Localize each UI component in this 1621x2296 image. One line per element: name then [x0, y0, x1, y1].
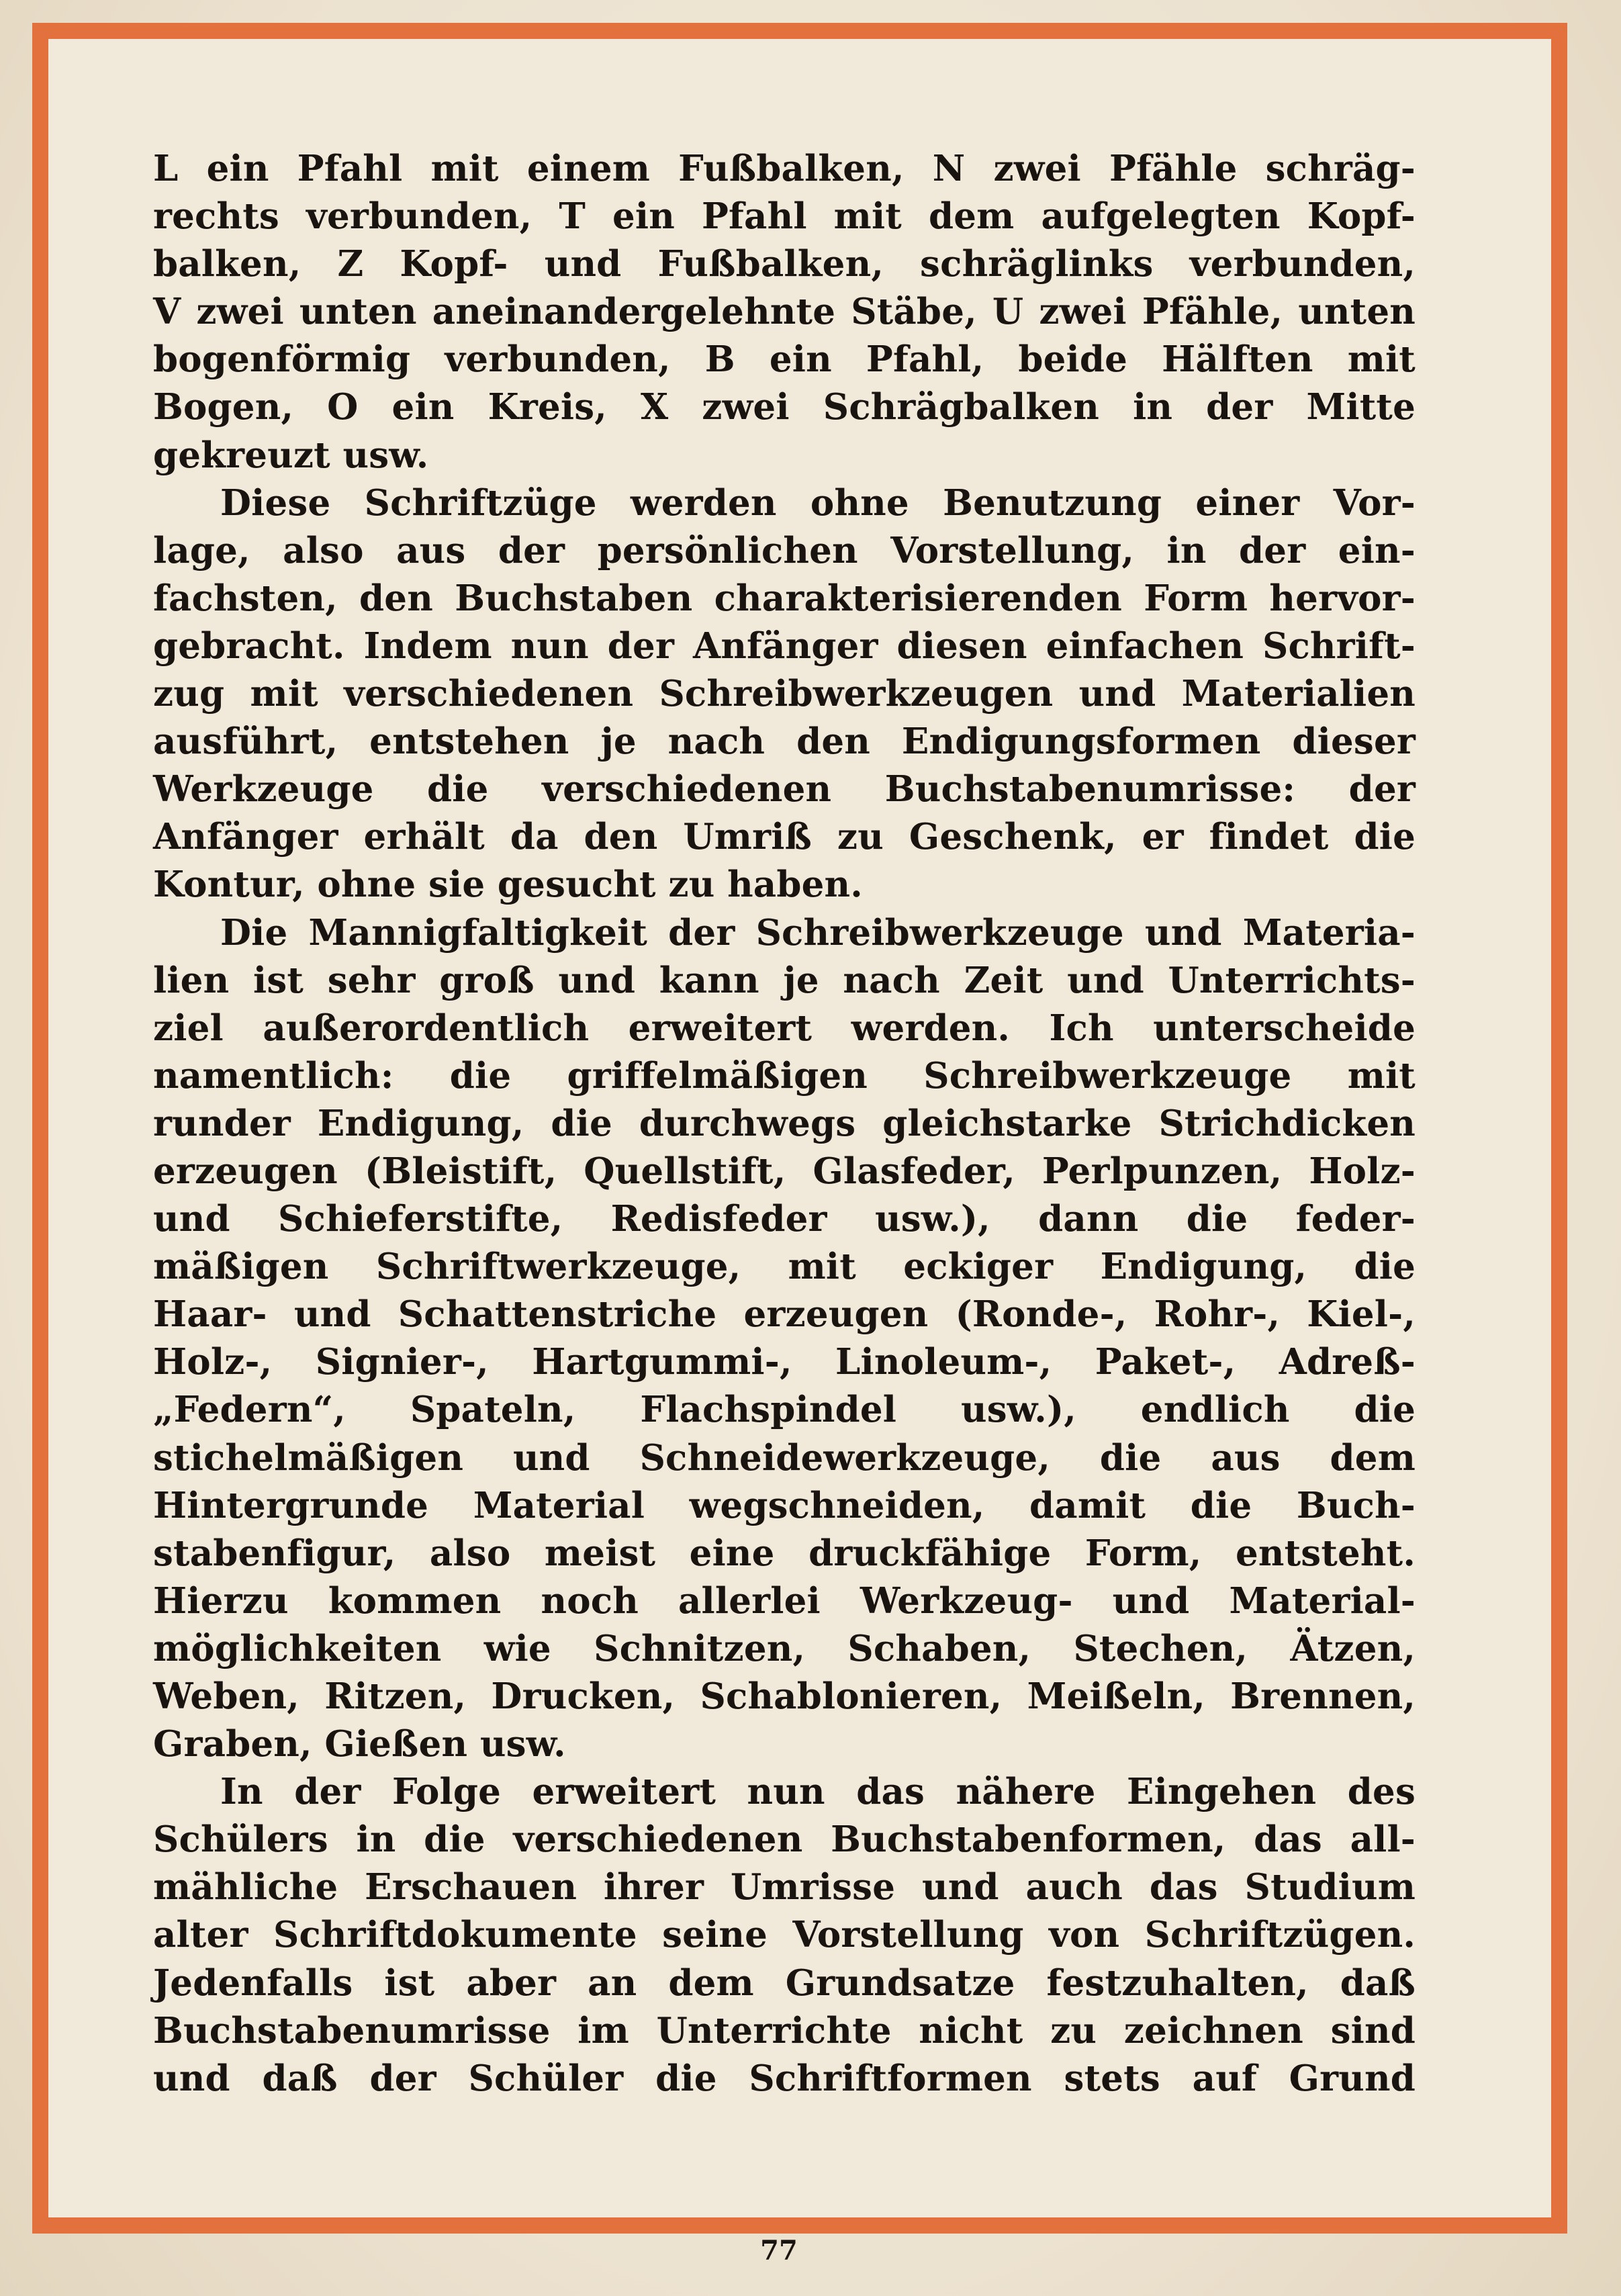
- text-line: Anfänger erhält da den Umriß zu Geschenk, er findet die: [153, 816, 1416, 858]
- paragraph-3: [153, 909, 1416, 1769]
- text-line: ziel außerordentlich erweitert werden. Ich unterscheide: [153, 1007, 1416, 1049]
- text-line: ausführt, entstehen je nach den Endigungsformen dieser: [153, 721, 1416, 763]
- text-line: Hierzu kommen noch allerlei Werkzeug- und Material-: [153, 1579, 1416, 1622]
- text-line: gebracht. Indem nun der Anfänger diesen einfachen Schrift-: [153, 625, 1416, 667]
- text-line: balken, Z Kopf- und Fußbalken, schräglinks verbunden,: [153, 243, 1416, 285]
- text-line: Holz-, Signier-, Hartgummi-, Linoleum-, Paket-, Adreß-: [153, 1341, 1416, 1383]
- text-line: Jedenfalls ist aber an dem Grundsatze festzuhalten, daß: [153, 1962, 1416, 2004]
- text-line: gekreuzt usw.: [153, 434, 429, 476]
- text-line: und daß der Schüler die Schriftformen stets auf Grund: [153, 2057, 1416, 2099]
- text-line: alter Schriftdokumente seine Vorstellung von Schriftzügen.: [153, 1914, 1416, 1956]
- text-line: lage, also aus der persönlichen Vorstellung, in der ein-: [153, 529, 1416, 571]
- text-line: fachsten, den Buchstaben charakterisierenden Form hervor-: [153, 577, 1416, 619]
- text-line: Graben, Gießen usw.: [153, 1723, 566, 1765]
- paragraph-2: [153, 479, 1416, 909]
- text-line: bogenförmig verbunden, B ein Pfahl, beide Hälften mit: [153, 338, 1416, 381]
- page-number: 77: [760, 2235, 798, 2266]
- text-line: namentlich: die griffelmäßigen Schreibwerkzeuge mit: [153, 1054, 1416, 1097]
- text-line: runder Endigung, die durchwegs gleichstarke Strichdicken: [153, 1102, 1416, 1144]
- text-line: Buchstabenumrisse im Unterrichte nicht zu zeichnen sind: [153, 2009, 1416, 2052]
- text-line: Hintergrunde Material wegschneiden, damit die Buch-: [153, 1484, 1416, 1526]
- text-line: zug mit verschiedenen Schreibwerkzeugen und Materialien: [153, 673, 1416, 715]
- text-line: stichelmäßigen und Schneidewerkzeuge, die aus dem: [153, 1436, 1416, 1479]
- text-line: In der Folge erweitert nun das nähere Eingehen des: [220, 1771, 1416, 1813]
- text-line: Haar- und Schattenstriche erzeugen (Ronde-, Rohr-, Kiel-,: [153, 1293, 1416, 1336]
- text-line: „Federn“, Spateln, Flachspindel usw.), endlich die: [153, 1389, 1416, 1431]
- text-line: Bogen, O ein Kreis, X zwei Schrägbalken in der Mitte: [153, 386, 1416, 428]
- paragraph-1: [153, 145, 1416, 479]
- text-line: rechts verbunden, T ein Pfahl mit dem aufgelegten Kopf-: [153, 195, 1416, 238]
- text-line: mähliche Erschauen ihrer Umrisse und auch das Studium: [153, 1866, 1416, 1909]
- text-line: möglichkeiten wie Schnitzen, Schaben, Stechen, Ätzen,: [153, 1627, 1416, 1669]
- text-line: und Schieferstifte, Redisfeder usw.), dann die feder-: [153, 1198, 1416, 1240]
- text-line: V zwei unten aneinandergelehnte Stäbe, U zwei Pfähle, unten: [153, 291, 1416, 333]
- text-line: Schülers in die verschiedenen Buchstabenformen, das all-: [153, 1819, 1416, 1861]
- text-line: erzeugen (Bleistift, Quellstift, Glasfeder, Perlpunzen, Holz-: [153, 1150, 1416, 1192]
- paragraph-4: [153, 1768, 1416, 2103]
- text-line: Weben, Ritzen, Drucken, Schablonieren, Meißeln, Brennen,: [153, 1675, 1416, 1717]
- text-line: Die Mannigfaltigkeit der Schreibwerkzeuge und Materia-: [220, 911, 1416, 954]
- text-line: mäßigen Schriftwerkzeuge, mit eckiger Endigung, die: [153, 1246, 1416, 1288]
- text-line: Werkzeuge die verschiedenen Buchstabenumrisse: der: [153, 768, 1416, 811]
- text-line: L ein Pfahl mit einem Fußbalken, N zwei Pfähle schräg-: [153, 148, 1416, 189]
- text-line: lien ist sehr groß und kann je nach Zeit und Unterrichts-: [153, 959, 1416, 1001]
- body-text: [153, 145, 1416, 2103]
- text-line: Diese Schriftzüge werden ohne Benutzung einer Vor-: [220, 481, 1416, 524]
- text-line: Kontur, ohne sie gesucht zu haben.: [153, 864, 863, 906]
- text-line: stabenfigur, also meist eine druckfähige Form, entsteht.: [153, 1532, 1416, 1574]
